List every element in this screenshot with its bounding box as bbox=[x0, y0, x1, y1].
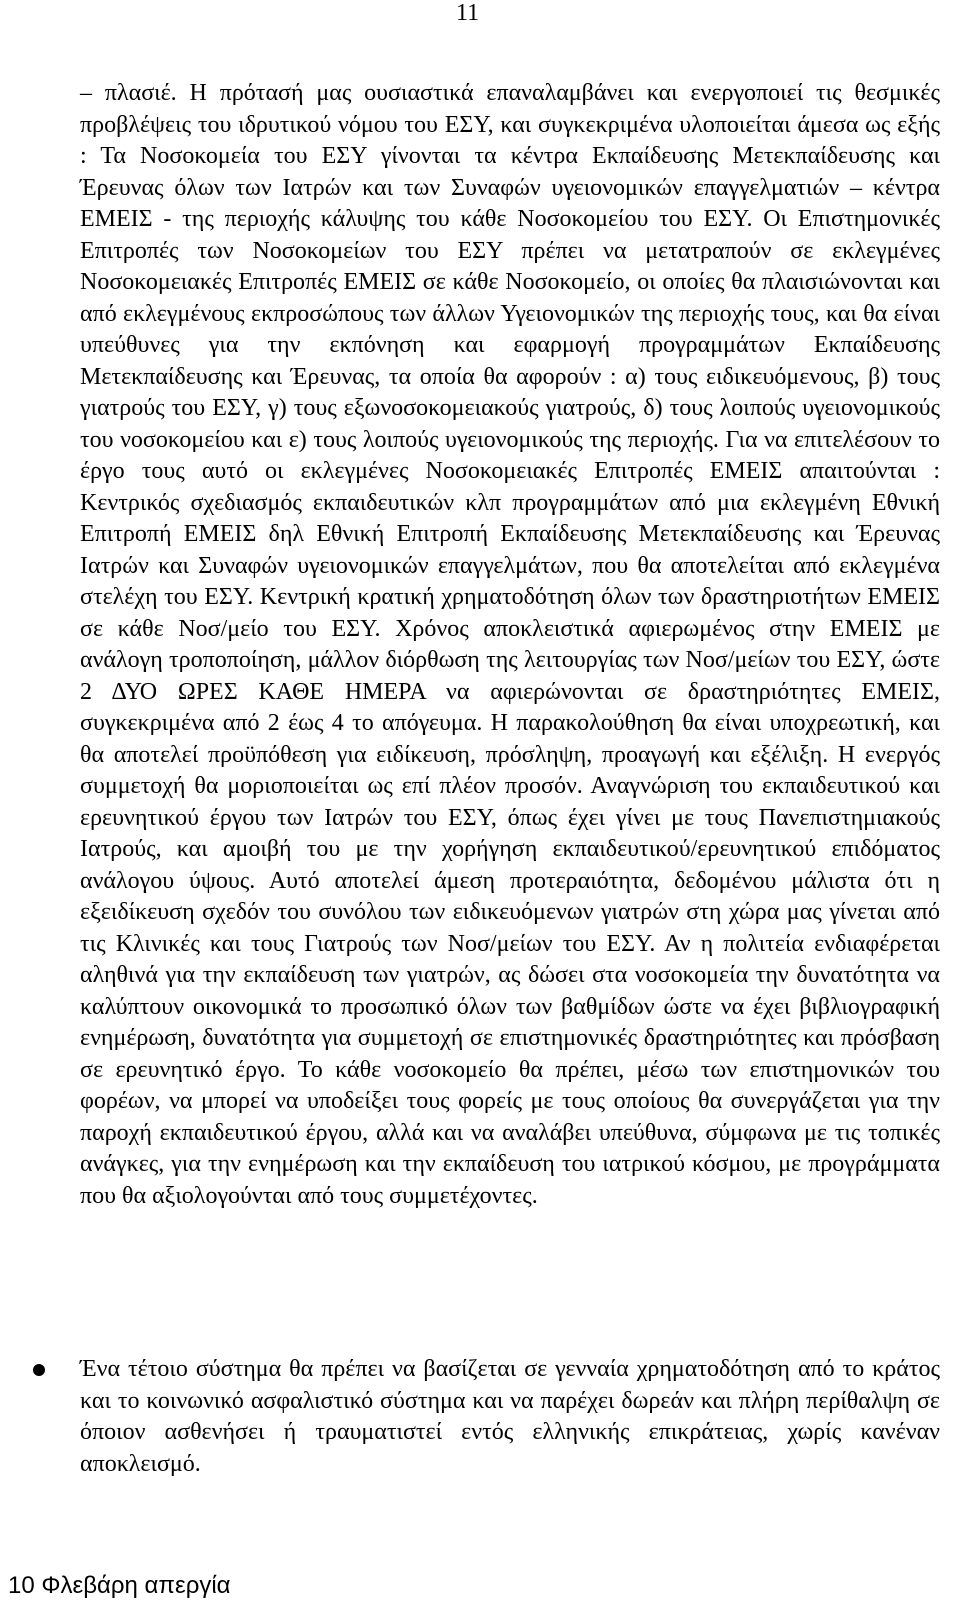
footer-caption: 10 Φλεβάρη απεργία bbox=[8, 1572, 231, 1599]
bullet-paragraph: Ένα τέτοιο σύστημα θα πρέπει να βασίζεται σε γενναία χρηματοδότηση από το κράτος και το κοινωνικό ασφαλιστικό σύστημα και να παρέχει δωρεάν και πλήρη περίθαλψη σε όποιον ασθενήσει ή τραυματιστεί εντός ελληνικής επικράτειας, χωρίς κανέναν αποκλεισμό. bbox=[80, 1356, 940, 1477]
page-number: 11 bbox=[456, 0, 480, 26]
bullet-icon bbox=[33, 1364, 45, 1376]
main-paragraph: – πλασιέ. Η πρότασή μας ουσιαστικά επαναλαμβάνει και ενεργοποιεί τις θεσμικές προβλέψεις του ιδρυτικού νόμου του ΕΣΥ, και συγκεκριμένα υλοποιείται άμεσα ως εξής : Τα Νοσοκομεία του ΕΣΥ γίνονται τα κέντρα Εκπαίδευσης Μετεκπαίδευσης και Έρευνας όλων των Ιατρών και των Συναφών υγειονομικών επαγγελματιών – κέντρα ΕΜΕΙΣ - της περιοχής κάλυψης του κάθε Νοσοκομείου του ΕΣΥ. Οι Επιστημονικές Επιτροπές των Νοσοκομείων του ΕΣΥ πρέπει να μετατραπούν σε εκλεγμένες Νοσοκομειακές Επιτροπές ΕΜΕΙΣ σε κάθε Νοσοκομείο, οι οποίες θα πλαισιώνονται και από εκλεγμένους εκπροσώπους των άλλων Υγειονομικών της περιοχής τους, και θα είναι υπεύθυνες για την εκπόνηση και εφαρμογή προγραμμάτων Εκπαίδευσης Μετεκπαίδευσης και Έρευνας, τα οποία θα αφορούν : α) τους ειδικευόμενους, β) τους γιατρούς του ΕΣΥ, γ) τους εξωνοσοκομειακούς γιατρούς, δ) τους λοιπούς υγειονομικούς του νοσοκομείου και ε) τους λοιπούς υγειονομικούς της περιοχής. Για να επιτελέσουν το έργο τους αυτό οι εκλεγμένες Νοσοκομειακές Επιτροπές ΕΜΕΙΣ απαιτούνται : Κεντρικός σχεδιασμός εκπαιδευτικών κλπ προγραμμάτων από μια εκλεγμένη Εθνική Επιτροπή ΕΜΕΙΣ δηλ Εθνική Επιτροπή Εκπαίδευσης Μετεκπαίδευσης και Έρευνας Ιατρών και Συναφών υγειονομικών επαγγελμάτων, που θα αποτελείται από εκλεγμένα στελέχη του ΕΣΥ. Κεντρική κρατική χρηματοδότηση όλων των δραστηριοτήτων ΕΜΕΙΣ σε κάθε Νοσ/μείο του ΕΣΥ. Χρόνος αποκλειστικά αφιερωμένος στην ΕΜΕΙΣ με ανάλογη τροποποίηση, μάλλον διόρθωση της λειτουργίας των Νοσ/μείων του ΕΣΥ, ώστε 2 ΔΥΟ ΩΡΕΣ ΚΑΘΕ ΗΜΕΡΑ να αφιερώνονται σε δραστηριότητες ΕΜΕΙΣ, συγκεκριμένα από 2 έως 4 το απόγευμα. Η παρακολούθηση θα είναι υποχρεωτική, και θα αποτελεί προϋπόθεση για ειδίκευση, πρόσληψη, προαγωγή και εξέλιξη. Η ενεργός συμμετοχή θα μοριοποιείται ως επί πλέον προσόν. Αναγνώριση του εκπαιδευτικού και ερευνητικού έργου των Ιατρών του ΕΣΥ, όπως έχει γίνει με τους Πανεπιστημιακούς Ιατρούς, και αμοιβή του με την χορήγηση εκπαιδευτικού/ερευνητικού επιδόματος ανάλογου ύψους. Αυτό αποτελεί άμεση προτεραιότητα, δεδομένου μάλιστα ότι η εξειδίκευση σχεδόν του συνόλου των ειδικευόμενων γιατρών στη χώρα μας γίνεται από τις Κλινικές και τους Γιατρούς των Νοσ/μείων του ΕΣΥ. Αν η πολιτεία ενδιαφέρεται αληθινά για την εκπαίδευση των γιατρών, ας δώσει στα νοσοκομεία την δυνατότητα να καλύπτουν οικονομικά το προσωπικό όλων των βαθμίδων ώστε να έχει βιβλιογραφική ενημέρωση, δυνατότητα για συμμετοχή σε επιστημονικές δραστηριότητες και πρόσβαση σε ερευνητικό έργο. Το κάθε νοσοκομείο θα πρέπει, μέσω των επιστημονικών του φορέων, να μπορεί να υποδείξει τους φορείς με τους οποίους θα συνεργάζεται για την παροχή εκπαιδευτικού έργου, αλλά και να αναλάβει υπεύθυνα, σύμφωνα με τις τοπικές ανάγκες, για την ενημέρωση και την εκπαίδευση του ιατρικού κόσμου, με προγράμματα που θα αξιολογούνται από τους συμμετέχοντες. bbox=[80, 80, 940, 1209]
bullet-list-item bbox=[80, 1354, 940, 1480]
